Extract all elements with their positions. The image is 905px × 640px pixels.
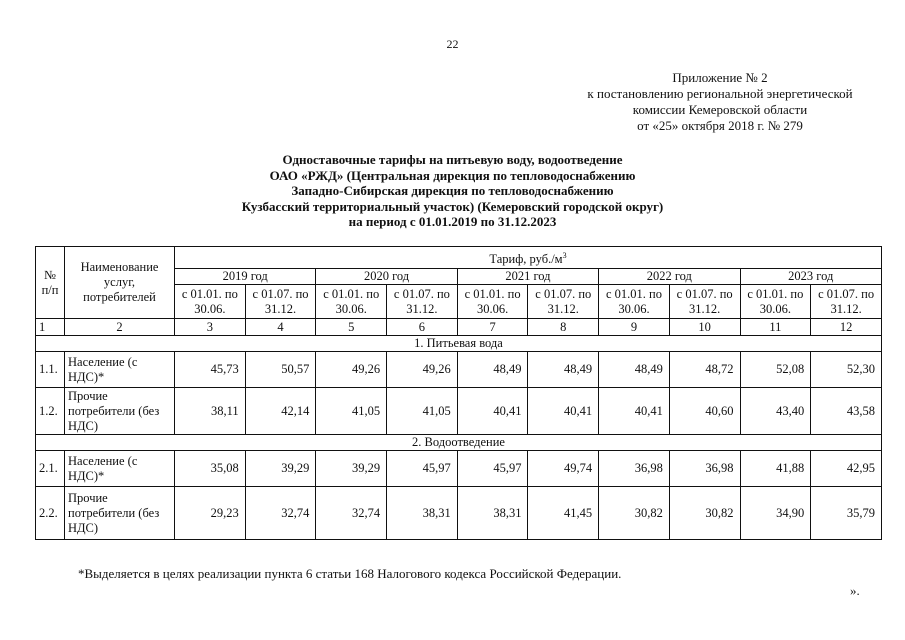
column-number: 1: [36, 319, 65, 336]
section-row: [36, 336, 882, 352]
appendix-line: Приложение № 2: [672, 70, 768, 85]
tariff-table: [35, 246, 882, 540]
tariff-value: 40,41: [599, 388, 670, 435]
table-row: [36, 352, 882, 388]
tariff-value: 42,14: [245, 388, 316, 435]
tariff-value: 30,82: [599, 487, 670, 540]
tariff-value: 48,49: [528, 352, 599, 388]
period-second-header: с 01.07. по 31.12.: [245, 285, 316, 319]
period-first-header: с 01.01. по 30.06.: [740, 285, 811, 319]
header-name: Наименование услуг, потребителей: [65, 247, 175, 319]
column-number: 6: [387, 319, 458, 336]
tariff-value: 48,49: [457, 352, 528, 388]
column-number: 8: [528, 319, 599, 336]
title-line: Одноставочные тарифы на питьевую воду, водоотведение: [282, 152, 623, 167]
tariff-value: 45,73: [175, 352, 246, 388]
row-index: 1.2.: [36, 388, 65, 435]
tariff-value: 50,57: [245, 352, 316, 388]
table-row: [36, 487, 882, 540]
footnote: *Выделяется в целях реализации пункта 6 статьи 168 Налогового кодекса Российской Федерации.: [78, 566, 622, 581]
section-title: 1. Питьевая вода: [36, 336, 882, 352]
tariff-value: 40,41: [457, 388, 528, 435]
tariff-value: 45,97: [387, 451, 458, 487]
row-name: Население (с НДС)*: [65, 451, 175, 487]
tariff-value: 35,79: [811, 487, 882, 540]
title-line: Западно-Сибирская дирекция по тепловодоснабжению: [291, 183, 614, 198]
column-number: 5: [316, 319, 387, 336]
column-number: 2: [65, 319, 175, 336]
tariff-value: 34,90: [740, 487, 811, 540]
tariff-value: 38,31: [457, 487, 528, 540]
year-header: 2023 год: [740, 269, 882, 285]
period-second-header: с 01.07. по 31.12.: [811, 285, 882, 319]
column-number: 3: [175, 319, 246, 336]
year-header: 2019 год: [175, 269, 316, 285]
closing-mark: ».: [850, 583, 860, 598]
column-number: 11: [740, 319, 811, 336]
table-row: [36, 388, 882, 435]
table-row: [36, 451, 882, 487]
title-line: ОАО «РЖД» (Центральная дирекция по тепловодоснабжению: [269, 167, 636, 183]
column-number: 10: [669, 319, 740, 336]
title-line: на период с 01.01.2019 по 31.12.2023: [348, 214, 557, 229]
tariff-value: 32,74: [245, 487, 316, 540]
title-line: Кузбасский территориальный участок) (Кемеровский городской округ): [241, 198, 664, 214]
tariff-value: 49,26: [387, 352, 458, 388]
tariff-value: 41,05: [316, 388, 387, 435]
row-name: Население (с НДС)*: [65, 352, 175, 388]
column-number: 7: [457, 319, 528, 336]
tariff-value: 49,26: [316, 352, 387, 388]
period-second-header: с 01.07. по 31.12.: [528, 285, 599, 319]
tariff-value: 43,40: [740, 388, 811, 435]
page-number: 22: [446, 37, 459, 51]
tariff-value: 30,82: [669, 487, 740, 540]
tariff-value: 41,05: [387, 388, 458, 435]
period-second-header: с 01.07. по 31.12.: [669, 285, 740, 319]
appendix-line: к постановлению региональной энергетической: [587, 86, 853, 101]
header-tariff-text: Тариф, руб./м: [489, 252, 563, 267]
tariff-value: 35,08: [175, 451, 246, 487]
header-num: № п/п: [36, 247, 65, 319]
header-tariff-sup: 3: [562, 250, 567, 260]
period-first-header: с 01.01. по 30.06.: [599, 285, 670, 319]
appendix-line: от «25» октября 2018 г. № 279: [637, 118, 803, 133]
column-number: 12: [811, 319, 882, 336]
tariff-value: 52,30: [811, 352, 882, 388]
row-name: Прочие потребители (без НДС): [65, 388, 175, 435]
appendix-line: комиссии Кемеровской области: [632, 102, 808, 117]
year-header: 2021 год: [457, 269, 598, 285]
tariff-value: 48,49: [599, 352, 670, 388]
tariff-value: 36,98: [599, 451, 670, 487]
row-index: 1.1.: [36, 352, 65, 388]
tariff-value: 45,97: [457, 451, 528, 487]
section-row: [36, 435, 882, 451]
tariff-value: 29,23: [175, 487, 246, 540]
tariff-value: 39,29: [316, 451, 387, 487]
period-first-header: с 01.01. по 30.06.: [175, 285, 246, 319]
year-header: 2022 год: [599, 269, 740, 285]
appendix-header: [520, 70, 905, 134]
column-number: 9: [599, 319, 670, 336]
year-header: 2020 год: [316, 269, 457, 285]
tariff-value: 38,11: [175, 388, 246, 435]
tariff-value: 52,08: [740, 352, 811, 388]
tariff-value: 40,41: [528, 388, 599, 435]
tariff-value: 32,74: [316, 487, 387, 540]
tariff-value: 38,31: [387, 487, 458, 540]
document-title: [0, 152, 905, 230]
row-index: 2.2.: [36, 487, 65, 540]
tariff-value: 42,95: [811, 451, 882, 487]
tariff-value: 41,45: [528, 487, 599, 540]
period-second-header: с 01.07. по 31.12.: [387, 285, 458, 319]
tariff-value: 40,60: [669, 388, 740, 435]
tariff-value: 43,58: [811, 388, 882, 435]
tariff-value: 41,88: [740, 451, 811, 487]
tariff-value: 36,98: [669, 451, 740, 487]
header-tariff: [175, 247, 882, 269]
period-first-header: с 01.01. по 30.06.: [316, 285, 387, 319]
tariff-value: 49,74: [528, 451, 599, 487]
row-name: Прочие потребители (без НДС): [65, 487, 175, 540]
tariff-value: 48,72: [669, 352, 740, 388]
period-first-header: с 01.01. по 30.06.: [457, 285, 528, 319]
row-index: 2.1.: [36, 451, 65, 487]
section-title: 2. Водоотведение: [36, 435, 882, 451]
tariff-value: 39,29: [245, 451, 316, 487]
column-number: 4: [245, 319, 316, 336]
